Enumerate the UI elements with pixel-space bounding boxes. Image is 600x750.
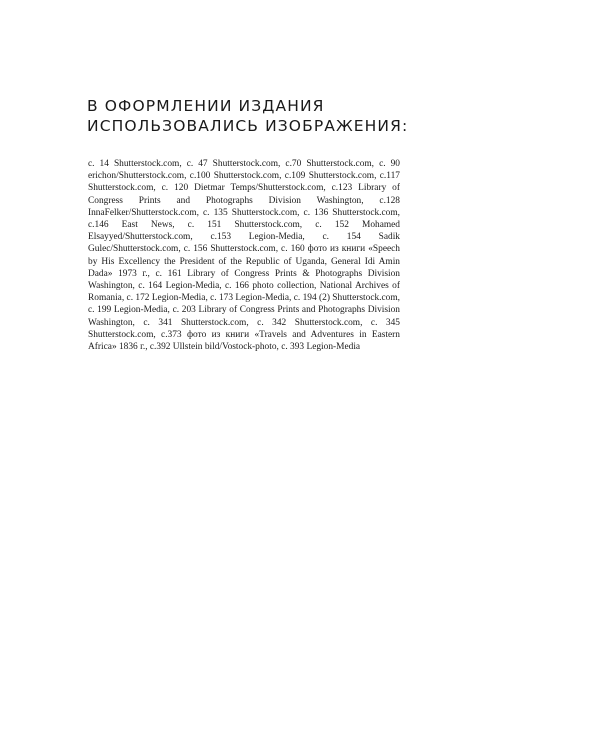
image-credits-paragraph: с. 14 Shutterstock.com, с. 47 Shutterstock.com, с.70 Shutterstock.com, с. 90 erichon/Shutterstock.com, с.100 Shutterstock.com, с.109 Shutterstock.com, с.117 Shutterstock.com, с. 120 Dietmar Temps/Shutterstock.com, с.123 Library of Congress Prints and Photographs Division Washington, с.128 InnaFelker/Shutterstock.com, с. 135 Shutterstock.com, с. 136 Shutterstock.com, с.146 East News, с. 151 Shutterstock.com, с. 152 Mohamed Elsayyed/Shutterstock.com, с.153 Legion-Media, с. 154 Sadik Gulec/Shutterstock.com, с. 156 Shutterstock.com, с. 160 фото из книги «Speech by His Excellency the President of the Republic of Uganda, General Idi Amin Dada» 1973 г., с. 161 Library of Congress Prints & Photographs Division Washington, с. 164 Legion-Media, с. 166 photo collection, National Archives of Romania, с. 172 Legion-Media, с. 173 Legion-Media, с. 194 (2) Shutterstock.com, с. 199 Legion-Media, с. 203 Library of Congress Prints and Photographs Division Washington, с. 341 Shutterstock.com, с. 342 Shutterstock.com, с. 345 Shutterstock.com, с.373 фото из книги «Travels and Adventures in Eastern Africa» 1836 г., с.392 Ullstein bild/Vostock-photo, с. 393 Legion-Media — [88, 159, 400, 353]
heading-line-1: В ОФОРМЛЕНИИ ИЗДАНИЯ — [87, 97, 325, 115]
page-heading — [87, 96, 427, 136]
heading-line-2: ИСПОЛЬЗОВАЛИСЬ ИЗОБРАЖЕНИЯ: — [87, 117, 409, 135]
